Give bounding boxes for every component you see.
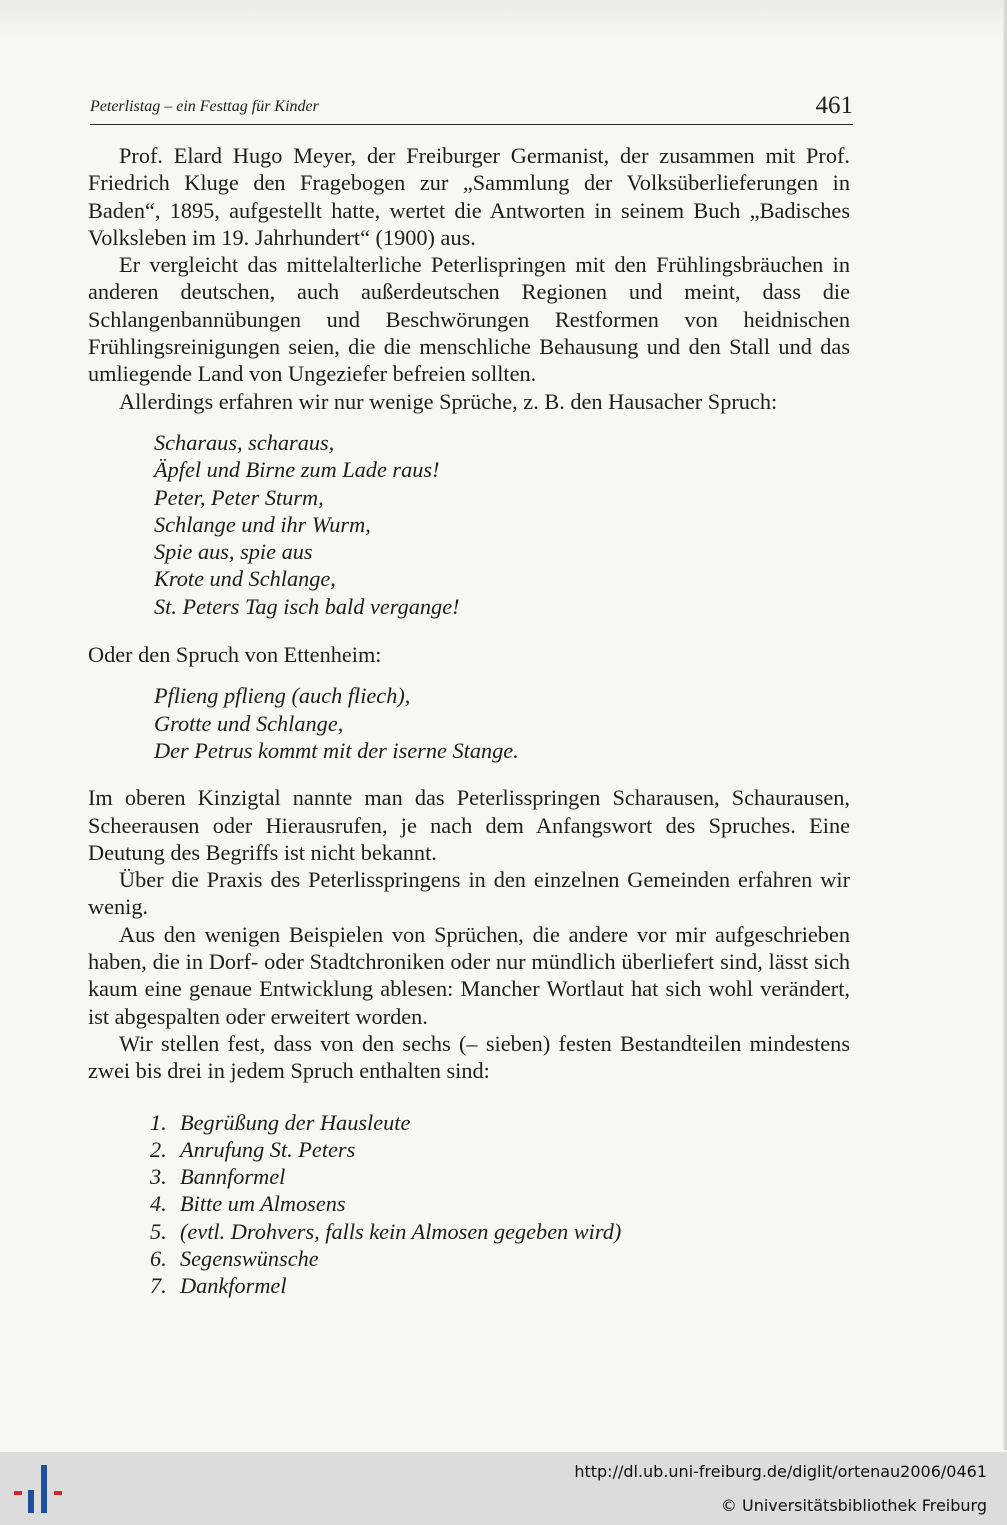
running-header [90,94,853,125]
verse-ettenheim [88,682,850,764]
list-text: Begrüßung der Hausleute [180,1109,411,1135]
page-number: 461 [815,92,853,119]
list-item [88,1109,850,1136]
list-text: Segenswünsche [180,1245,319,1271]
verse-line: Scharaus, scharaus, [154,429,335,455]
permalink-url[interactable]: http://dl.ub.uni-freiburg.de/diglit/ortenau2006/0461 [574,1462,987,1481]
paragraph: Prof. Elard Hugo Meyer, der Freiburger Germanist, der zusammen mit Prof. Friedrich Kluge den Fragebogen zur „Sammlung der Volksüberlieferungen in Baden“, 1895, aufgestellt hatte, wertet die Antworten in seinem Buch „Badisches Volksleben im 19. Jahrhundert“ (1900) aus. [88,143,850,250]
verse-line: Der Petrus kommt mit der iserne Stange. [154,737,519,763]
verse-line: St. Peters Tag isch bald vergange! [154,593,460,619]
list-number: 3. [150,1164,167,1190]
verse-line: Spie aus, spie aus [154,539,313,565]
list-text: Bannformel [180,1164,286,1190]
list-item [88,1163,850,1190]
paragraph: Aus den wenigen Beispielen von Sprüchen, die andere vor mir aufgeschrieben haben, die in Dorf- oder Stadtchroniken oder nur mündlich überliefert sind, lässt sich kaum eine genaue Entwicklung ablesen: Mancher Wortlaut hat sich wohl verändert, ist abgespalten oder erweitert worden. [88,921,850,1029]
list-number: 1. [150,1109,167,1135]
verse-line: Krote und Schlange, [154,566,336,592]
list-text: Anrufung St. Peters [180,1136,356,1162]
list-item [88,1272,850,1299]
page-body [88,142,850,1300]
scan-page-edge [1003,0,1007,1450]
list-text: Dankformel [180,1273,287,1299]
paragraph: Wir stellen fest, dass von den sechs (– sieben) festen Bestandteilen mindestens zwei bis drei in jedem Spruch enthalten sind: [88,1030,850,1084]
running-title: Peterlistag – ein Festtag für Kinder [90,98,319,115]
verse-line: Pflieng pflieng (auch fliech), [154,683,411,709]
list-item [88,1245,850,1272]
verse-line: Grotte und Schlange, [154,710,344,736]
paragraph: Im oberen Kinzigtal nannte man das Peterlisspringen Scharausen, Schaurausen, Scheerausen oder Hierausrufen, je nach dem Anfangswort des Spruches. Eine Deutung des Begriffs ist nicht bekannt. [88,785,850,865]
list-item [88,1190,850,1217]
list-number: 5. [150,1218,167,1244]
paragraph: Oder den Spruch von Ettenheim: [88,642,382,668]
list-item [88,1136,850,1163]
list-text: Bitte um Almosens [180,1191,346,1217]
list-number: 6. [150,1245,167,1271]
viewer-footer [0,1452,1007,1525]
paragraph: Allerdings erfahren wir nur wenige Sprüche, z. B. den Hausacher Spruch: [119,388,778,414]
ub-freiburg-logo-icon[interactable] [14,1464,66,1514]
verse-hausach [88,429,850,620]
list-number: 7. [150,1273,167,1299]
list-number: 4. [150,1191,167,1217]
verse-line: Schlange und ihr Wurm, [154,511,371,537]
components-list [88,1109,850,1300]
list-text: (evtl. Drohvers, falls kein Almosen gegeben wird) [180,1218,622,1244]
paragraph: Über die Praxis des Peterlisspringens in den einzelnen Gemeinden erfahren wir wenig. [88,867,850,920]
paragraph: Er vergleicht das mittelalterliche Peterlispringen mit den Frühlingsbräuchen in anderen deutschen, auch außerdeutschen Regionen und meint, dass die Schlangenbannübungen und Beschwörungen Restformen von heidnischen Frühlingsreinigungen seien, die die menschliche Behausung und den Stall und das umliegende Land von Ungeziefer befreien sollten. [88,252,850,387]
list-number: 2. [150,1136,167,1162]
verse-line: Peter, Peter Sturm, [154,484,324,510]
list-item [88,1218,850,1245]
copyright-notice: © Universitätsbibliothek Freiburg [720,1496,987,1515]
verse-line: Äpfel und Birne zum Lade raus! [154,457,440,483]
scan-top-shadow [0,0,1007,40]
